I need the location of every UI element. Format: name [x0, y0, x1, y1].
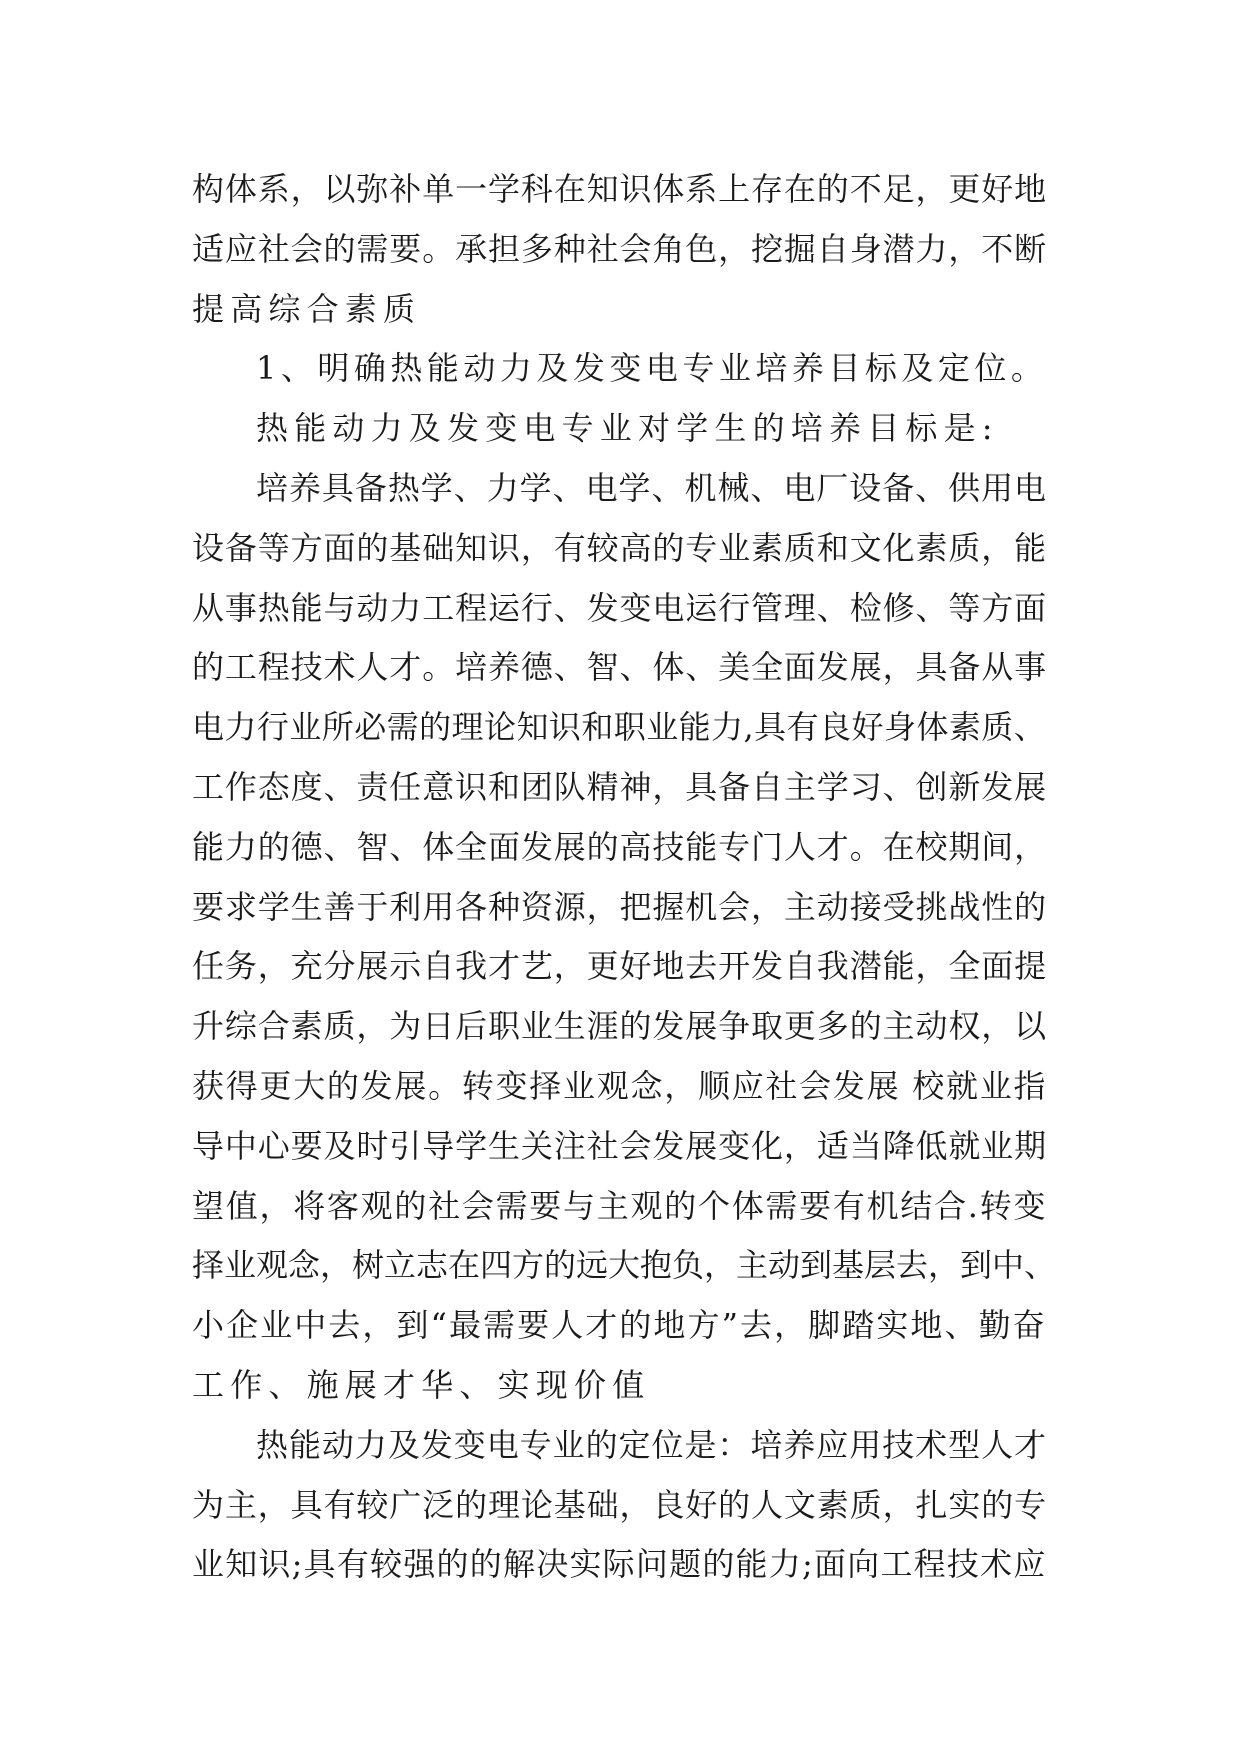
text-line: 为主，具有较广泛的理论基础，良好的人文素质，扎实的专 — [192, 1485, 1048, 1524]
text-line: 适应社会的需要。承担多种社会角色，挖掘自身潜力，不断 — [192, 229, 1048, 268]
text-line: 热能动力及发变电专业对学生的培养目标是: — [256, 409, 999, 448]
text-line: 培养具备热学、力学、电学、机械、电厂设备、供用电 — [256, 468, 1048, 507]
text-line: 构体系，以弥补单一学科在知识体系上存在的不足，更好地 — [192, 170, 1048, 208]
text-line: 择业观念，树立志在四方的远大抱负，主动到基层去，到中、 — [192, 1246, 1057, 1285]
text-line: 从事热能与动力工程运行、发变电运行管理、检修、等方面 — [192, 588, 1048, 627]
text-line: 工作、施展才华、实现价值 — [192, 1365, 651, 1404]
section-heading: 1、明确热能动力及发变电专业培养目标及定位。 — [256, 349, 1048, 388]
document-body — [192, 160, 1057, 1595]
text-line: 导中心要及时引导学生关注社会发展变化，适当降低就业期 — [192, 1126, 1048, 1165]
text-line: 设备等方面的基础知识，有较高的专业素质和文化素质，能 — [192, 528, 1048, 567]
text-line: 电力行业所必需的理论知识和职业能力,具有良好身体素质、 — [192, 708, 1047, 747]
text-line: 任务，充分展示自我才艺，更好地去开发自我潜能，全面提 — [192, 947, 1048, 986]
text-line: 业知识;具有较强的的解决实际问题的能力;面向工程技术应 — [192, 1545, 1047, 1584]
text-line: 小企业中去，到“最需要人才的地方”去，脚踏实地、勤奋 — [192, 1306, 1047, 1345]
text-line: 升综合素质，为日后职业生涯的发展争取更多的主动权，以 — [192, 1007, 1048, 1046]
text-line: 工作态度、责任意识和团队精神，具备自主学习、创新发展 — [192, 767, 1048, 806]
text-line: 望值，将客观的社会需要与主观的个体需要有机结合.转变 — [192, 1186, 1048, 1225]
text-line: 要求学生善于利用各种资源，把握机会，主动接受挑战性的 — [192, 887, 1048, 926]
text-line: 能力的德、智、体全面发展的高技能专门人才。在校期间， — [192, 827, 1048, 866]
text-line: 热能动力及发变电专业的定位是：培养应用技术型人才 — [256, 1425, 1048, 1464]
text-line: 获得更大的发展。转变择业观念，顺应社会发展 校就业指 — [192, 1066, 1048, 1105]
text-line: 提高综合素质 — [192, 289, 422, 328]
text-line: 的工程技术人才。培养德、智、体、美全面发展，具备从事 — [192, 648, 1048, 687]
